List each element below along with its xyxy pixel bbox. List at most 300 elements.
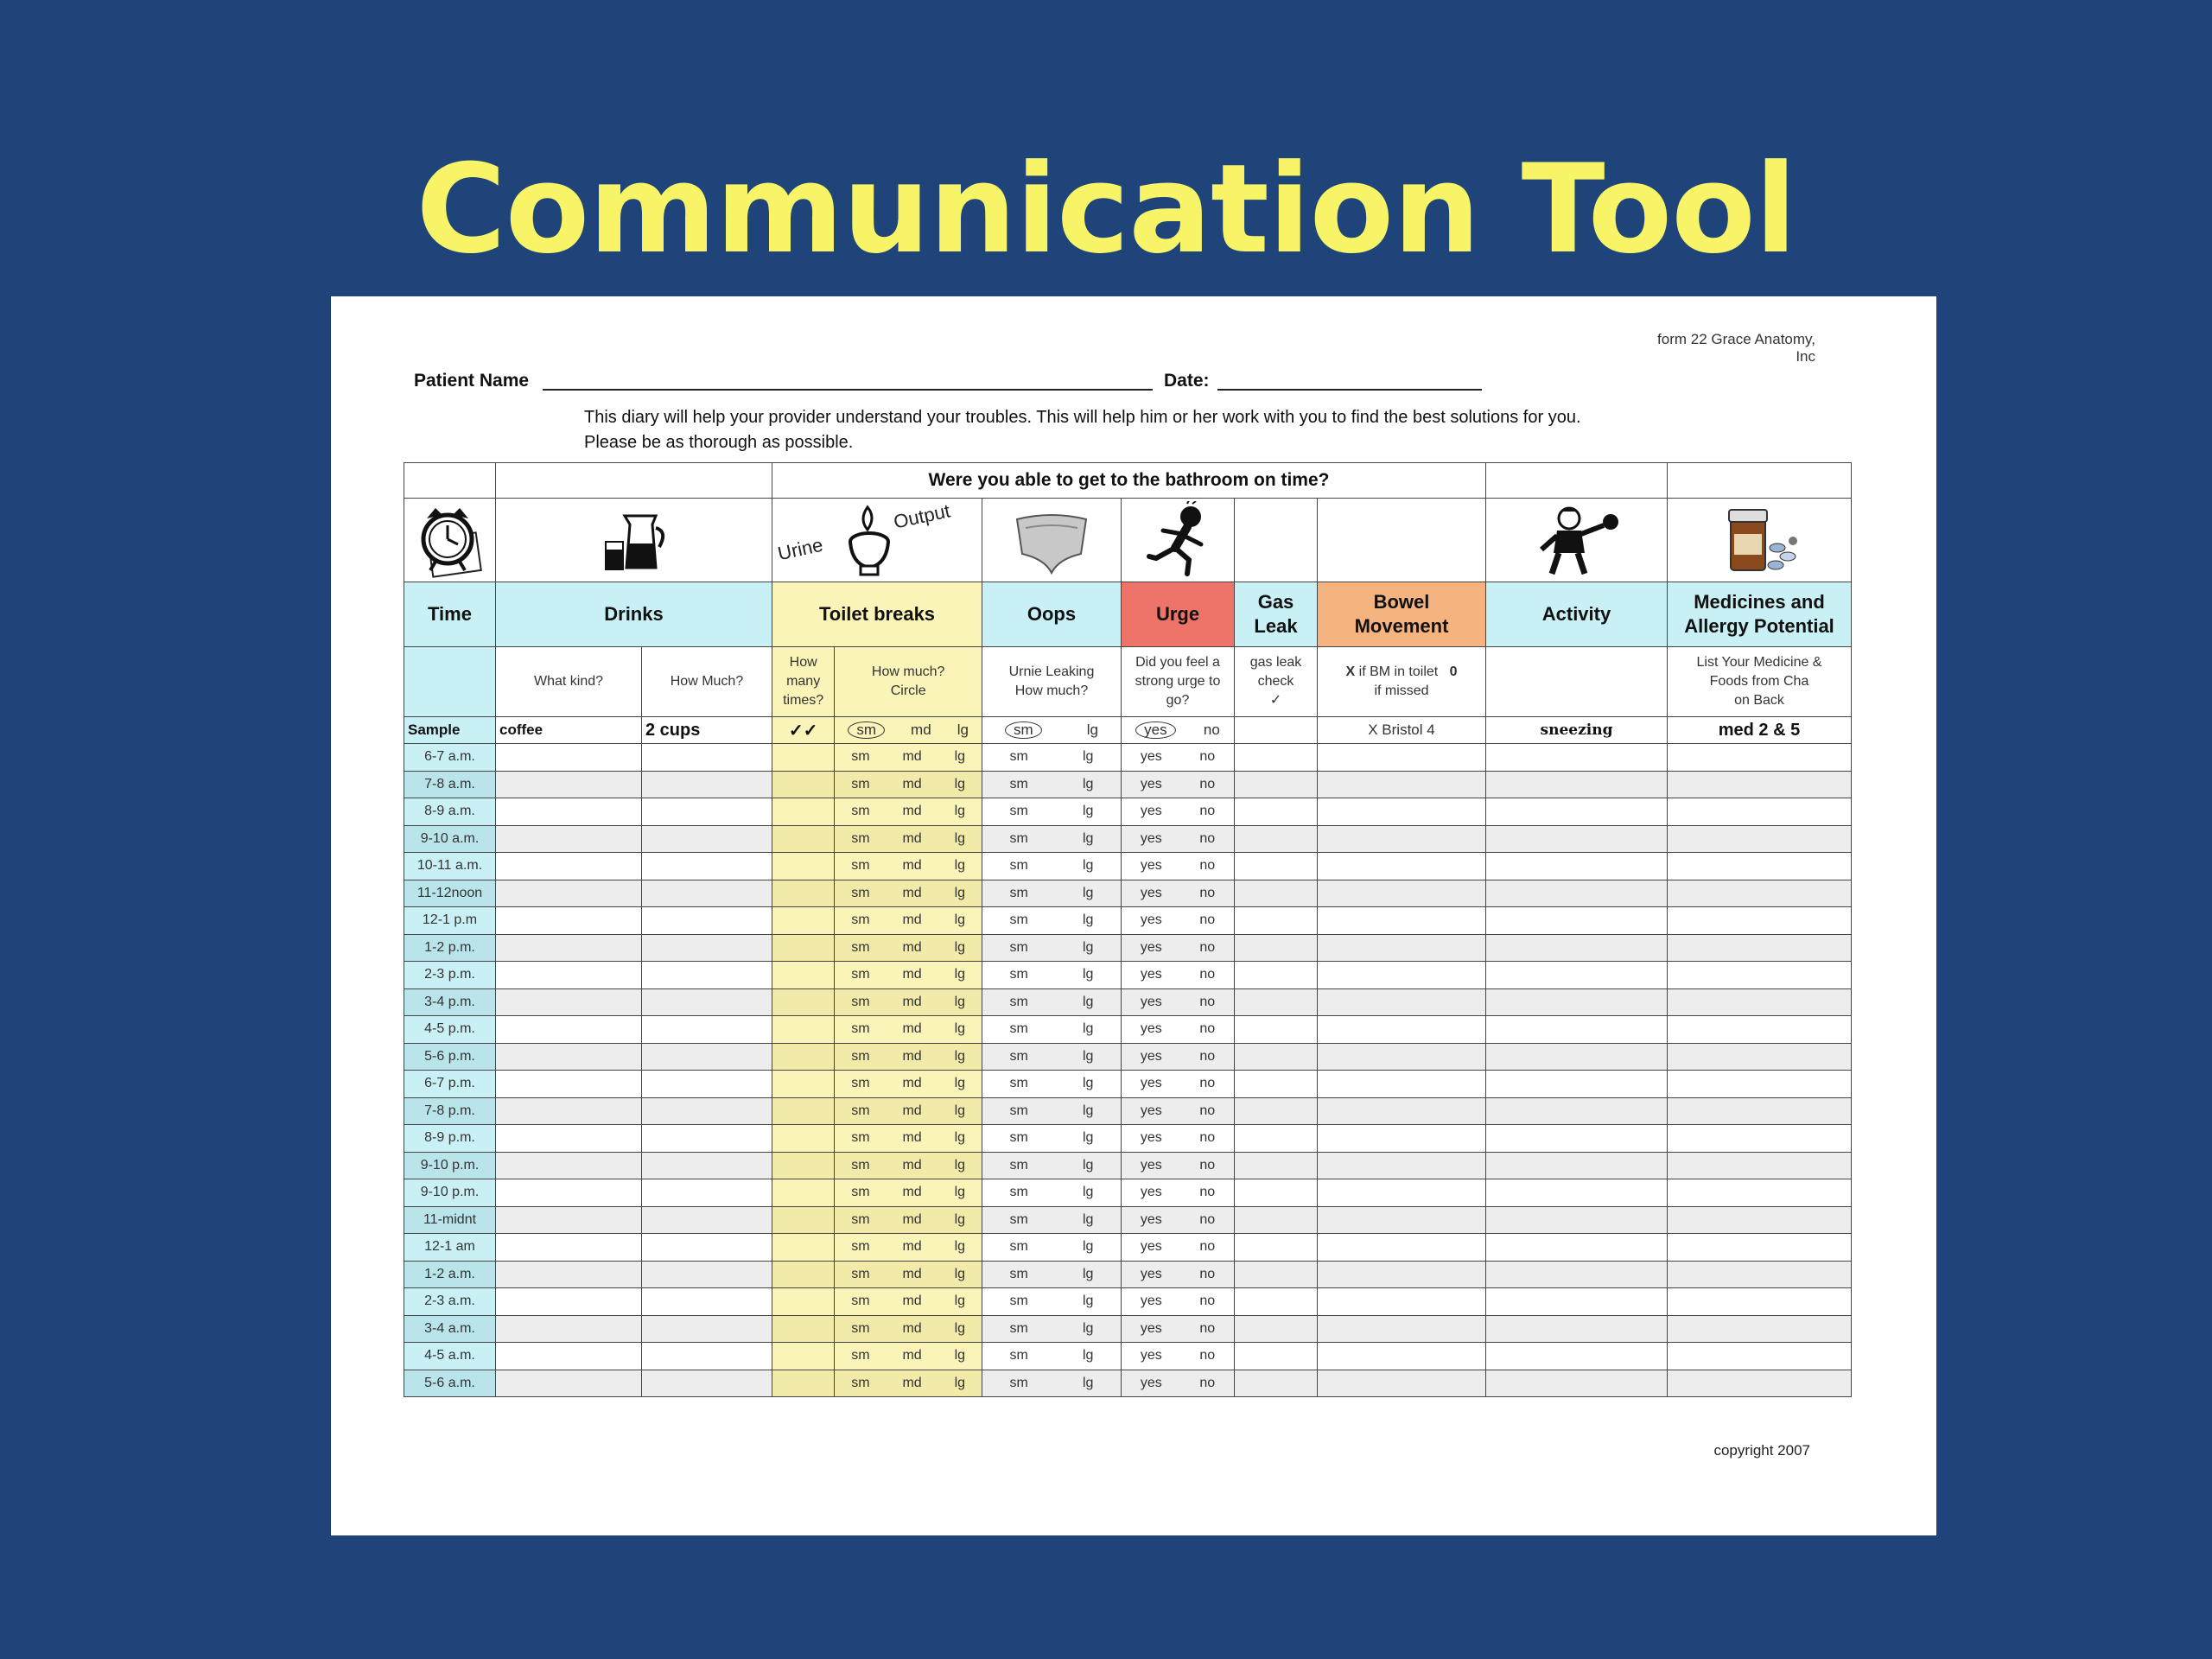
bowel-cell[interactable] <box>1318 988 1486 1016</box>
gas-cell[interactable] <box>1235 744 1318 772</box>
bowel-cell[interactable] <box>1318 1097 1486 1125</box>
toilet-size-cell[interactable] <box>835 1261 982 1288</box>
toilet-times-cell[interactable] <box>772 1097 835 1125</box>
oops-lg[interactable]: lg <box>1082 830 1094 846</box>
bowel-cell[interactable] <box>1318 825 1486 853</box>
opt-md[interactable]: md <box>902 912 922 928</box>
urge-yes[interactable]: yes <box>1140 1130 1162 1146</box>
medicine-cell[interactable] <box>1668 988 1852 1016</box>
toilet-times-cell[interactable] <box>772 1370 835 1397</box>
opt-lg[interactable]: lg <box>954 804 966 819</box>
oops-cell[interactable] <box>982 1152 1122 1179</box>
gas-cell[interactable] <box>1235 988 1318 1016</box>
urge-cell[interactable] <box>1122 1071 1235 1098</box>
toilet-size-cell[interactable] <box>835 825 982 853</box>
oops-lg[interactable]: lg <box>1082 885 1094 900</box>
oops-cell[interactable] <box>982 880 1122 907</box>
oops-lg[interactable]: lg <box>1082 858 1094 874</box>
urge-yes[interactable]: yes <box>1140 1048 1162 1064</box>
medicine-cell[interactable] <box>1668 1125 1852 1153</box>
medicine-cell[interactable] <box>1668 1370 1852 1397</box>
opt-sm[interactable]: sm <box>851 1348 870 1363</box>
activity-cell[interactable] <box>1486 1315 1668 1343</box>
urge-no[interactable]: no <box>1199 776 1216 791</box>
oops-lg[interactable]: lg <box>1082 1266 1094 1281</box>
opt-sm[interactable]: sm <box>851 858 870 874</box>
toilet-times-cell[interactable] <box>772 744 835 772</box>
opt-lg[interactable]: lg <box>954 1375 966 1390</box>
activity-cell[interactable] <box>1486 798 1668 826</box>
opt-lg[interactable]: lg <box>954 912 966 928</box>
urge-no[interactable]: no <box>1199 1103 1216 1118</box>
oops-cell[interactable] <box>982 1125 1122 1153</box>
medicine-cell[interactable] <box>1668 1071 1852 1098</box>
drink-kind-cell[interactable] <box>496 1261 642 1288</box>
gas-cell[interactable] <box>1235 1288 1318 1316</box>
oops-sm[interactable]: sm <box>1009 994 1028 1009</box>
toilet-times-cell[interactable] <box>772 1234 835 1262</box>
urge-cell[interactable] <box>1122 771 1235 798</box>
urge-cell[interactable] <box>1122 1315 1235 1343</box>
gas-cell[interactable] <box>1235 1016 1318 1044</box>
oops-lg[interactable]: lg <box>1082 912 1094 928</box>
urge-yes[interactable]: yes <box>1140 994 1162 1009</box>
opt-sm[interactable]: sm <box>851 776 870 791</box>
opt-lg[interactable]: lg <box>954 885 966 900</box>
toilet-times-cell[interactable] <box>772 1179 835 1207</box>
opt-md[interactable]: md <box>902 1320 922 1336</box>
bowel-cell[interactable] <box>1318 1370 1486 1397</box>
drink-amount-cell[interactable] <box>642 1179 772 1207</box>
toilet-times-cell[interactable] <box>772 907 835 935</box>
toilet-times-cell[interactable] <box>772 880 835 907</box>
drink-amount-cell[interactable] <box>642 1125 772 1153</box>
drink-amount-cell[interactable] <box>642 853 772 880</box>
urge-yes[interactable]: yes <box>1140 967 1162 982</box>
toilet-size-cell[interactable] <box>835 1370 982 1397</box>
opt-md[interactable]: md <box>902 885 922 900</box>
oops-sm[interactable]: sm <box>1009 912 1028 928</box>
bowel-cell[interactable] <box>1318 1016 1486 1044</box>
toilet-size-cell[interactable] <box>835 988 982 1016</box>
urge-yes[interactable]: yes <box>1140 830 1162 846</box>
drink-amount-cell[interactable] <box>642 1016 772 1044</box>
medicine-cell[interactable] <box>1668 798 1852 826</box>
urge-yes[interactable]: yes <box>1140 1266 1162 1281</box>
drink-amount-cell[interactable] <box>642 988 772 1016</box>
urge-yes[interactable]: yes <box>1140 776 1162 791</box>
opt-md[interactable]: md <box>902 1375 922 1390</box>
toilet-times-cell[interactable] <box>772 1016 835 1044</box>
activity-cell[interactable] <box>1486 1125 1668 1153</box>
opt-sm[interactable]: sm <box>851 1048 870 1064</box>
urge-cell[interactable] <box>1122 1016 1235 1044</box>
drink-kind-cell[interactable] <box>496 962 642 989</box>
opt-md[interactable]: md <box>902 1103 922 1118</box>
opt-md[interactable]: md <box>902 967 922 982</box>
urge-cell[interactable] <box>1122 798 1235 826</box>
toilet-size-cell[interactable] <box>835 853 982 880</box>
toilet-times-cell[interactable] <box>772 1071 835 1098</box>
toilet-size-cell[interactable] <box>835 1125 982 1153</box>
urge-yes[interactable]: yes <box>1140 804 1162 819</box>
drink-amount-cell[interactable] <box>642 1097 772 1125</box>
gas-cell[interactable] <box>1235 825 1318 853</box>
urge-yes[interactable]: yes <box>1140 1239 1162 1255</box>
gas-cell[interactable] <box>1235 907 1318 935</box>
opt-md[interactable]: md <box>902 1048 922 1064</box>
opt-sm[interactable]: sm <box>851 1103 870 1118</box>
oops-sm[interactable]: sm <box>1009 1130 1028 1146</box>
oops-sm[interactable]: sm <box>1009 1103 1028 1118</box>
oops-lg[interactable]: lg <box>1082 1103 1094 1118</box>
oops-lg[interactable]: lg <box>1082 1211 1094 1227</box>
toilet-times-cell[interactable] <box>772 1206 835 1234</box>
gas-cell[interactable] <box>1235 1261 1318 1288</box>
urge-no[interactable]: no <box>1199 1157 1216 1173</box>
toilet-size-cell[interactable] <box>835 1043 982 1071</box>
toilet-times-cell[interactable] <box>772 1288 835 1316</box>
toilet-size-cell[interactable] <box>835 744 982 772</box>
opt-lg[interactable]: lg <box>954 830 966 846</box>
drink-amount-cell[interactable] <box>642 825 772 853</box>
oops-sm[interactable]: sm <box>1009 804 1028 819</box>
date-line[interactable] <box>1217 389 1482 391</box>
oops-cell[interactable] <box>982 1315 1122 1343</box>
urge-no[interactable]: no <box>1199 1130 1216 1146</box>
drink-kind-cell[interactable] <box>496 1016 642 1044</box>
opt-sm[interactable]: sm <box>851 1294 870 1309</box>
urge-no[interactable]: no <box>1199 1021 1216 1037</box>
urge-no[interactable]: no <box>1199 1076 1216 1091</box>
urge-no[interactable]: no <box>1199 830 1216 846</box>
opt-lg[interactable]: lg <box>954 1239 966 1255</box>
activity-cell[interactable] <box>1486 1071 1668 1098</box>
oops-cell[interactable] <box>982 907 1122 935</box>
urge-no[interactable]: no <box>1199 939 1216 955</box>
oops-cell[interactable] <box>982 1179 1122 1207</box>
bowel-cell[interactable] <box>1318 1288 1486 1316</box>
bowel-cell[interactable] <box>1318 798 1486 826</box>
urge-yes[interactable]: yes <box>1140 939 1162 955</box>
opt-md[interactable]: md <box>902 1239 922 1255</box>
toilet-size-cell[interactable] <box>835 1097 982 1125</box>
urge-cell[interactable] <box>1122 1206 1235 1234</box>
oops-cell[interactable] <box>982 988 1122 1016</box>
drink-amount-cell[interactable] <box>642 1370 772 1397</box>
drink-amount-cell[interactable] <box>642 744 772 772</box>
bowel-cell[interactable] <box>1318 880 1486 907</box>
urge-cell[interactable] <box>1122 744 1235 772</box>
gas-cell[interactable] <box>1235 1179 1318 1207</box>
activity-cell[interactable] <box>1486 1097 1668 1125</box>
urge-cell[interactable] <box>1122 934 1235 962</box>
oops-lg[interactable]: lg <box>1082 776 1094 791</box>
opt-lg[interactable]: lg <box>954 994 966 1009</box>
urge-yes[interactable]: yes <box>1140 1375 1162 1390</box>
urge-no[interactable]: no <box>1199 804 1216 819</box>
toilet-times-cell[interactable] <box>772 853 835 880</box>
opt-sm[interactable]: sm <box>851 830 870 846</box>
opt-lg[interactable]: lg <box>954 776 966 791</box>
bowel-cell[interactable] <box>1318 744 1486 772</box>
medicine-cell[interactable] <box>1668 1234 1852 1262</box>
medicine-cell[interactable] <box>1668 880 1852 907</box>
toilet-times-cell[interactable] <box>772 962 835 989</box>
bowel-cell[interactable] <box>1318 1315 1486 1343</box>
opt-lg[interactable]: lg <box>954 1103 966 1118</box>
urge-no[interactable]: no <box>1199 912 1216 928</box>
activity-cell[interactable] <box>1486 880 1668 907</box>
gas-cell[interactable] <box>1235 1071 1318 1098</box>
opt-sm[interactable]: sm <box>851 1157 870 1173</box>
activity-cell[interactable] <box>1486 1288 1668 1316</box>
urge-no[interactable]: no <box>1199 994 1216 1009</box>
drink-amount-cell[interactable] <box>642 1315 772 1343</box>
drink-amount-cell[interactable] <box>642 798 772 826</box>
activity-cell[interactable] <box>1486 1016 1668 1044</box>
toilet-times-cell[interactable] <box>772 825 835 853</box>
toilet-size-cell[interactable] <box>835 1152 982 1179</box>
urge-cell[interactable] <box>1122 1234 1235 1262</box>
opt-md[interactable]: md <box>902 1348 922 1363</box>
opt-lg[interactable]: lg <box>954 939 966 955</box>
opt-sm[interactable]: sm <box>851 1266 870 1281</box>
gas-cell[interactable] <box>1235 962 1318 989</box>
toilet-times-cell[interactable] <box>772 1315 835 1343</box>
bowel-cell[interactable] <box>1318 1043 1486 1071</box>
urge-no[interactable]: no <box>1199 1185 1216 1200</box>
oops-cell[interactable] <box>982 1370 1122 1397</box>
opt-md[interactable]: md <box>902 776 922 791</box>
drink-kind-cell[interactable] <box>496 1206 642 1234</box>
oops-lg[interactable]: lg <box>1082 749 1094 765</box>
opt-md[interactable]: md <box>902 939 922 955</box>
gas-cell[interactable] <box>1235 1152 1318 1179</box>
toilet-size-cell[interactable] <box>835 771 982 798</box>
oops-lg[interactable]: lg <box>1082 1130 1094 1146</box>
medicine-cell[interactable] <box>1668 1261 1852 1288</box>
oops-lg[interactable]: lg <box>1082 1185 1094 1200</box>
toilet-size-cell[interactable] <box>835 880 982 907</box>
gas-cell[interactable] <box>1235 798 1318 826</box>
activity-cell[interactable] <box>1486 744 1668 772</box>
oops-lg[interactable]: lg <box>1082 1048 1094 1064</box>
gas-cell[interactable] <box>1235 880 1318 907</box>
urge-yes[interactable]: yes <box>1140 1294 1162 1309</box>
activity-cell[interactable] <box>1486 1043 1668 1071</box>
medicine-cell[interactable] <box>1668 825 1852 853</box>
drink-kind-cell[interactable] <box>496 1179 642 1207</box>
opt-lg[interactable]: lg <box>954 1130 966 1146</box>
urge-no[interactable]: no <box>1199 1048 1216 1064</box>
oops-lg[interactable]: lg <box>1082 804 1094 819</box>
gas-cell[interactable] <box>1235 934 1318 962</box>
oops-cell[interactable] <box>982 1016 1122 1044</box>
gas-cell[interactable] <box>1235 771 1318 798</box>
gas-cell[interactable] <box>1235 1043 1318 1071</box>
oops-lg[interactable]: lg <box>1082 1348 1094 1363</box>
drink-amount-cell[interactable] <box>642 1152 772 1179</box>
opt-lg[interactable]: lg <box>954 1076 966 1091</box>
oops-sm[interactable]: sm <box>1009 1185 1028 1200</box>
urge-cell[interactable] <box>1122 988 1235 1016</box>
urge-no[interactable]: no <box>1199 1239 1216 1255</box>
urge-cell[interactable] <box>1122 962 1235 989</box>
urge-no[interactable]: no <box>1199 1348 1216 1363</box>
drink-kind-cell[interactable] <box>496 1071 642 1098</box>
oops-sm[interactable]: sm <box>1009 967 1028 982</box>
toilet-times-cell[interactable] <box>772 1261 835 1288</box>
bowel-cell[interactable] <box>1318 907 1486 935</box>
oops-lg[interactable]: lg <box>1082 967 1094 982</box>
drink-amount-cell[interactable] <box>642 1288 772 1316</box>
urge-no[interactable]: no <box>1199 858 1216 874</box>
oops-sm[interactable]: sm <box>1009 939 1028 955</box>
opt-md[interactable]: md <box>902 1266 922 1281</box>
bowel-cell[interactable] <box>1318 1234 1486 1262</box>
urge-cell[interactable] <box>1122 1261 1235 1288</box>
medicine-cell[interactable] <box>1668 962 1852 989</box>
opt-md[interactable]: md <box>902 1185 922 1200</box>
oops-lg[interactable]: lg <box>1082 1021 1094 1037</box>
activity-cell[interactable] <box>1486 853 1668 880</box>
oops-lg[interactable]: lg <box>1082 939 1094 955</box>
toilet-size-cell[interactable] <box>835 1071 982 1098</box>
toilet-size-cell[interactable] <box>835 1288 982 1316</box>
opt-lg[interactable]: lg <box>954 1048 966 1064</box>
oops-cell[interactable] <box>982 1288 1122 1316</box>
opt-md[interactable]: md <box>902 858 922 874</box>
opt-lg[interactable]: lg <box>954 1266 966 1281</box>
drink-kind-cell[interactable] <box>496 1343 642 1370</box>
urge-yes[interactable]: yes <box>1140 1103 1162 1118</box>
oops-sm[interactable]: sm <box>1009 776 1028 791</box>
bowel-cell[interactable] <box>1318 1261 1486 1288</box>
oops-lg[interactable]: lg <box>1082 1157 1094 1173</box>
urge-cell[interactable] <box>1122 880 1235 907</box>
opt-md[interactable]: md <box>902 1130 922 1146</box>
oops-sm[interactable]: sm <box>1009 1239 1028 1255</box>
urge-cell[interactable] <box>1122 1097 1235 1125</box>
oops-cell[interactable] <box>982 1261 1122 1288</box>
toilet-size-cell[interactable] <box>835 1016 982 1044</box>
oops-cell[interactable] <box>982 1097 1122 1125</box>
medicine-cell[interactable] <box>1668 1315 1852 1343</box>
oops-sm[interactable]: sm <box>1009 885 1028 900</box>
bowel-cell[interactable] <box>1318 853 1486 880</box>
toilet-size-cell[interactable] <box>835 798 982 826</box>
urge-no[interactable]: no <box>1199 1266 1216 1281</box>
opt-sm[interactable]: sm <box>851 749 870 765</box>
gas-cell[interactable] <box>1235 1343 1318 1370</box>
opt-md[interactable]: md <box>902 1076 922 1091</box>
opt-lg[interactable]: lg <box>954 1021 966 1037</box>
bowel-cell[interactable] <box>1318 1152 1486 1179</box>
oops-lg[interactable]: lg <box>1082 1375 1094 1390</box>
drink-kind-cell[interactable] <box>496 880 642 907</box>
activity-cell[interactable] <box>1486 1261 1668 1288</box>
bowel-cell[interactable] <box>1318 1179 1486 1207</box>
oops-cell[interactable] <box>982 744 1122 772</box>
opt-md[interactable]: md <box>902 994 922 1009</box>
oops-lg[interactable]: lg <box>1082 1076 1094 1091</box>
drink-kind-cell[interactable] <box>496 744 642 772</box>
opt-lg[interactable]: lg <box>954 1320 966 1336</box>
toilet-times-cell[interactable] <box>772 771 835 798</box>
opt-sm[interactable]: sm <box>851 1239 870 1255</box>
urge-cell[interactable] <box>1122 1370 1235 1397</box>
toilet-times-cell[interactable] <box>772 1343 835 1370</box>
opt-sm[interactable]: sm <box>851 885 870 900</box>
urge-yes[interactable]: yes <box>1140 1021 1162 1037</box>
oops-sm[interactable]: sm <box>1009 1320 1028 1336</box>
bowel-cell[interactable] <box>1318 1343 1486 1370</box>
gas-cell[interactable] <box>1235 1097 1318 1125</box>
toilet-size-cell[interactable] <box>835 1234 982 1262</box>
opt-lg[interactable]: lg <box>954 749 966 765</box>
drink-kind-cell[interactable] <box>496 1043 642 1071</box>
opt-sm[interactable]: sm <box>851 912 870 928</box>
drink-amount-cell[interactable] <box>642 934 772 962</box>
urge-cell[interactable] <box>1122 1043 1235 1071</box>
oops-cell[interactable] <box>982 1071 1122 1098</box>
oops-sm[interactable]: sm <box>1009 1375 1028 1390</box>
drink-amount-cell[interactable] <box>642 1234 772 1262</box>
oops-cell[interactable] <box>982 934 1122 962</box>
drink-kind-cell[interactable] <box>496 1152 642 1179</box>
activity-cell[interactable] <box>1486 934 1668 962</box>
urge-cell[interactable] <box>1122 853 1235 880</box>
bowel-cell[interactable] <box>1318 934 1486 962</box>
urge-yes[interactable]: yes <box>1140 885 1162 900</box>
oops-cell[interactable] <box>982 853 1122 880</box>
activity-cell[interactable] <box>1486 1343 1668 1370</box>
urge-no[interactable]: no <box>1199 1320 1216 1336</box>
bowel-cell[interactable] <box>1318 771 1486 798</box>
urge-cell[interactable] <box>1122 1179 1235 1207</box>
opt-sm[interactable]: sm <box>851 967 870 982</box>
oops-sm[interactable]: sm <box>1009 1021 1028 1037</box>
drink-amount-cell[interactable] <box>642 1043 772 1071</box>
gas-cell[interactable] <box>1235 853 1318 880</box>
drink-kind-cell[interactable] <box>496 853 642 880</box>
medicine-cell[interactable] <box>1668 1288 1852 1316</box>
medicine-cell[interactable] <box>1668 907 1852 935</box>
gas-cell[interactable] <box>1235 1234 1318 1262</box>
drink-kind-cell[interactable] <box>496 934 642 962</box>
oops-sm[interactable]: sm <box>1009 1348 1028 1363</box>
toilet-size-cell[interactable] <box>835 1315 982 1343</box>
urge-yes[interactable]: yes <box>1140 912 1162 928</box>
drink-amount-cell[interactable] <box>642 880 772 907</box>
opt-sm[interactable]: sm <box>851 1185 870 1200</box>
drink-kind-cell[interactable] <box>496 1370 642 1397</box>
opt-sm[interactable]: sm <box>851 1076 870 1091</box>
oops-lg[interactable]: lg <box>1082 1239 1094 1255</box>
oops-sm[interactable]: sm <box>1009 749 1028 765</box>
drink-amount-cell[interactable] <box>642 1261 772 1288</box>
toilet-size-cell[interactable] <box>835 907 982 935</box>
activity-cell[interactable] <box>1486 907 1668 935</box>
activity-cell[interactable] <box>1486 1206 1668 1234</box>
oops-cell[interactable] <box>982 798 1122 826</box>
drink-amount-cell[interactable] <box>642 1343 772 1370</box>
drink-kind-cell[interactable] <box>496 825 642 853</box>
opt-sm[interactable]: sm <box>851 1211 870 1227</box>
activity-cell[interactable] <box>1486 988 1668 1016</box>
drink-kind-cell[interactable] <box>496 988 642 1016</box>
